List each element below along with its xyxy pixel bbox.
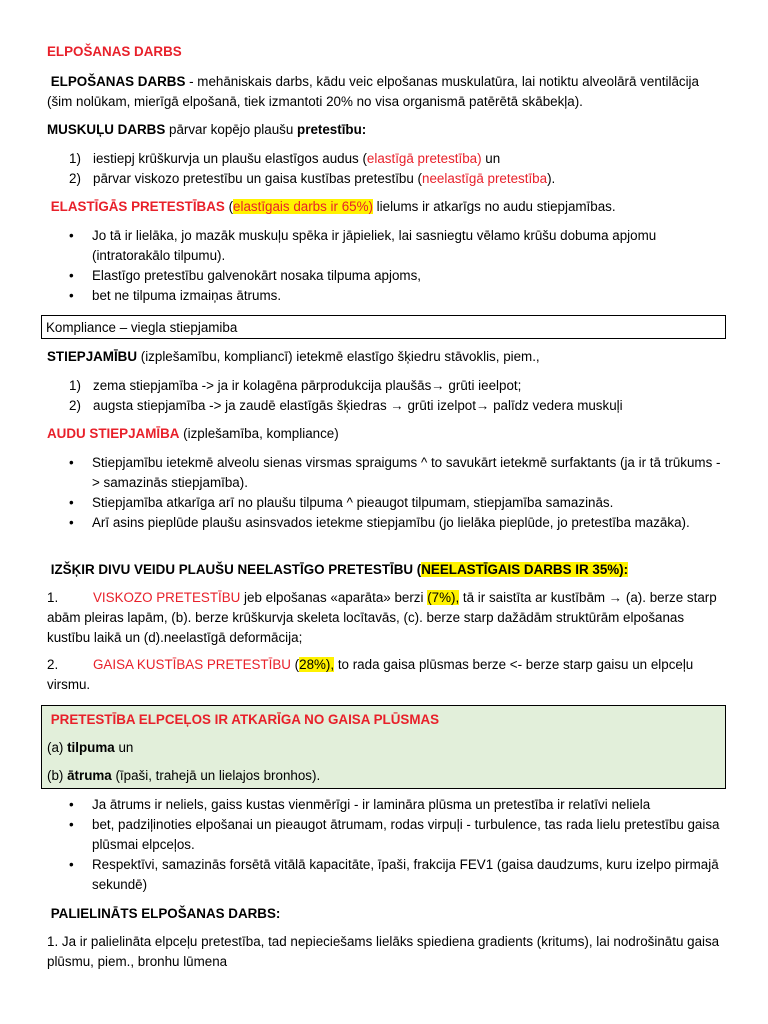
- airflow-box-row-b: [47, 764, 720, 792]
- arrow-icon: →: [475, 398, 490, 413]
- list-item: [47, 169, 727, 189]
- item-tail: un: [481, 151, 501, 166]
- item-text: palīdz vedera muskuļi: [489, 398, 623, 413]
- elastic-open: (: [224, 199, 234, 214]
- gaisa-highlight: 28%),: [299, 657, 335, 672]
- intro-paragraph: [47, 72, 727, 112]
- audu-head: AUDU STIEPJAMĪBA: [47, 426, 180, 441]
- stiep-text: (izplešamību, kompliancī) ietekmē elastīgo šķiedru stāvoklis, piem.,: [137, 349, 540, 364]
- visk-number: 1.: [47, 590, 59, 605]
- item-text: grūti izelpot: [403, 398, 476, 413]
- muscle-heading: [47, 120, 727, 140]
- arrow-icon: →: [608, 590, 623, 605]
- airflow-box-row-a: [47, 736, 720, 764]
- list-item: • Jo tā ir lielāka, jo mazāk muskuļu spēka ir jāpieliek, lai sasniegtu vēlamo krūšu dobuma apjomu (intratorakālo tilpumu).: [47, 226, 727, 266]
- row-bold: ātruma: [67, 768, 112, 783]
- list-number: 1): [69, 151, 81, 166]
- palielin-paragraph: 1. Ja ir palielināta elpceļu pretestība, tad nepieciešams lielāks spiediena gradients (kritums), lai nodrošinātu gaisa plūsmu, piem., bronhu lūmena: [47, 934, 720, 969]
- stiep-paragraph: [47, 347, 727, 367]
- audu-text: (izplešamība, kompliance): [179, 426, 339, 441]
- elastic-head: ELASTĪGĀS PRETESTĪBAS: [50, 199, 225, 214]
- list-item: • Stiepjamība atkarīga arī no plaušu tilpuma ^ pieaugot tilpumam, stiepjamība samazinās.: [47, 493, 727, 513]
- row-bold: tilpuma: [67, 740, 115, 755]
- elastic-rest: lielums ir atkarīgs no audu stiepjamības.: [372, 199, 616, 214]
- item-red-text: elastīgā pretestība): [366, 151, 482, 166]
- list-item: • bet ne tilpuma izmaiņas ātrums.: [47, 286, 727, 306]
- elastic-highlight: elastīgais darbs ir 65%): [233, 199, 373, 214]
- palielin-head: PALIELINĀTS ELPOŠANAS DARBS:: [50, 906, 281, 921]
- izsk-text: IZŠĶIR DIVU VEIDU PLAUŠU NEELASTĪGO PRETESTĪBU (: [50, 562, 422, 577]
- row-tail: un: [114, 740, 134, 755]
- item-text: zema stiepjamība -> ja ir kolagēna pārprodukcija plaušās: [93, 378, 432, 393]
- elastic-bullets: [47, 226, 727, 306]
- stiep-list: [47, 376, 727, 416]
- flow-bullets: [47, 795, 727, 895]
- item-red-text: neelastīgā pretestība: [422, 171, 548, 186]
- list-number: 2): [69, 398, 81, 413]
- list-item: [47, 396, 727, 416]
- intro-text: - mehāniskais darbs, kādu veic elpošanas muskulatūra, lai notiktu alveolārā ventilācija (šim nolūkam, mierīgā elpošanā, tiek izmantoti 20% no visa organismā patērētā skābekļa).: [47, 74, 699, 109]
- muscle-list: [47, 149, 727, 189]
- palielin-heading: [47, 904, 727, 924]
- list-item: • Elastīgo pretestību galvenokārt nosaka tilpuma apjoms,: [47, 266, 727, 286]
- list-number: 2): [69, 171, 81, 186]
- audu-bullets: [47, 453, 727, 533]
- audu-heading: [47, 424, 727, 444]
- item-tail: ).: [547, 171, 556, 186]
- airflow-box-title: [47, 708, 720, 736]
- item-text: grūti ieelpot;: [444, 378, 522, 393]
- stiep-term: STIEPJAMĪBU: [47, 349, 138, 364]
- izsk-highlight: NEELASTĪGAIS DARBS IR 35%):: [421, 562, 629, 577]
- visk-text-3: (a). berze starp abām pleiras lapām, (b). berze krūškurvja skeleta locītavās, (c). berze starp dažādām struktūrām elpošanas kustību laikā un (d).neelastīgā deformācija;: [47, 590, 717, 645]
- item-text: augsta stiepjamība -> ja zaudē elastīgās šķiedras: [93, 398, 391, 413]
- list-item: • Arī asins pieplūde plaušu asinsvados ietekme stiepjamību (jo lielāka pieplūde, jo pretestība mazāka).: [47, 513, 727, 533]
- arrow-icon: →: [390, 398, 404, 413]
- row-prefix: (a): [47, 740, 68, 755]
- list-item: • Respektīvi, samazinās forsētā vitālā kapacitāte, īpaši, frakcija FEV1 (gaisa daudzums, kuru izelpo pirmajā sekundē): [47, 855, 727, 895]
- list-item: [47, 149, 727, 169]
- muscle-strong: pretestību:: [297, 122, 367, 137]
- muscle-mid: pārvar kopējo plaušu: [165, 122, 298, 137]
- gaisa-head: GAISA KUSTĪBAS PRETESTĪBU: [93, 657, 291, 672]
- item-text: iestiepj krūškurvja un plaušu elastīgos audus (: [93, 151, 367, 166]
- page-title: ELPOŠANAS DARBS: [47, 44, 182, 59]
- muscle-term: MUSKUĻU DARBS: [47, 122, 166, 137]
- arrow-icon: →: [431, 378, 445, 393]
- airflow-box: [41, 705, 726, 789]
- gaisa-rest: to rada gaisa plūsmas berze <- berze starp gaisu un elpceļu virsmu.: [47, 657, 694, 692]
- visk-text: jeb elpošanas «aparāta» berzi: [240, 590, 428, 605]
- izsk-heading: [47, 560, 727, 580]
- visk-head: VISKOZO PRETESTĪBU: [93, 590, 241, 605]
- row-tail: (īpaši, trahejā un lielajos bronhos).: [111, 768, 321, 783]
- visk-highlight: (7%),: [427, 590, 460, 605]
- gaisa-paragraph: [47, 655, 727, 695]
- kompliance-box: Kompliance – viegla stiepjamiba: [41, 315, 726, 339]
- gaisa-open: (: [290, 657, 300, 672]
- gaisa-number: 2.: [47, 657, 59, 672]
- visk-paragraph: [47, 588, 727, 648]
- visk-text-2: tā ir saistīta ar kustībām: [459, 590, 609, 605]
- list-item: • Ja ātrums ir neliels, gaiss kustas vienmērīgi - ir lamināra plūsma un pretestība ir relatīvi neliela: [47, 795, 727, 815]
- row-prefix: (b): [47, 768, 68, 783]
- intro-term: ELPOŠANAS DARBS: [50, 74, 186, 89]
- elastic-heading: [47, 197, 727, 217]
- list-item: • Stiepjamību ietekmē alveolu sienas virsmas spraigums ^ to savukārt ietekmē surfaktants (ja ir tā trūkums -> samazinās stiepjamība).: [47, 453, 727, 493]
- list-item: • bet, padziļinoties elpošanai un pieaugot ātrumam, rodas virpuļi - turbulence, tas rada lielu pretestību gaisa plūsmai elpceļos.: [47, 815, 727, 855]
- list-item: [47, 376, 727, 396]
- airflow-box-title-text: PRETESTĪBA ELPCEĻOS IR ATKARĪGA NO GAISA PLŪSMAS: [50, 712, 440, 727]
- item-text: pārvar viskozo pretestību un gaisa kustības pretestību (: [93, 171, 422, 186]
- list-number: 1): [69, 378, 81, 393]
